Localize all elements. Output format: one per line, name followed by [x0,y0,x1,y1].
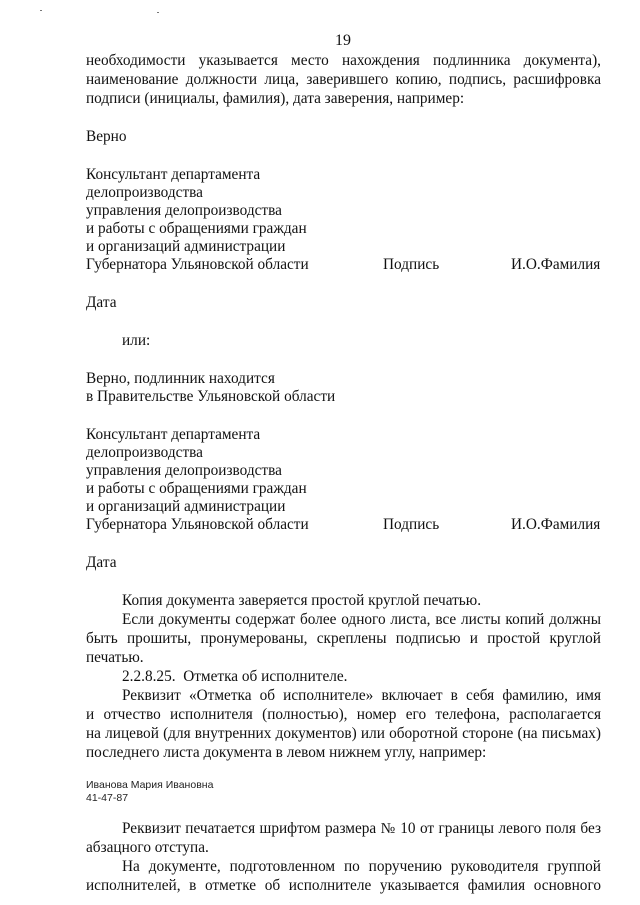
position-line: и работы с обращениями граждан [86,220,307,237]
position-line: и организаций администрации [86,238,286,255]
or-label: или: [122,332,151,349]
requisite-line-1: Реквизит «Отметка об исполнителе» включает в себя фамилию, имя [122,687,601,704]
page-number: 19 [335,32,351,49]
position-line: делопроизводства [86,444,203,461]
position-line: Губернатора Ульяновской области [86,256,309,273]
verno-original-line: в Правительстве Ульяновской области [86,388,336,405]
scan-speck [157,12,159,13]
multi-sheet-line-2: быть прошиты, пронумерованы, скреплены подписью и простой круглой [86,630,601,647]
font-size-line-1: Реквизит печатается шрифтом размера № 10 от границы левого поля без [122,820,601,837]
verno-original-line: Верно, подлинник находится [86,370,275,387]
requisite-line-3: на лицевой (для внутренних документов) или оборотной стороне (на письмах) [86,725,601,742]
date-label: Дата [86,554,117,571]
position-line: и работы с обращениями граждан [86,480,307,497]
executor-phone: 41-47-87 [86,792,129,804]
requisite-line-4: последнего листа документа в левом нижнем углу, например: [86,744,487,761]
intro-line-1: необходимости указывается место нахождения подлинника документа), [86,52,601,69]
multi-sheet-line-3: печатью. [86,649,144,666]
requisite-line-2: и отчество исполнителя (полностью), номер его телефона, располагается [86,706,601,723]
group-line-1: На документе, подготовленном по поручению руководителя группой [122,858,601,875]
verno-label: Верно [86,128,127,145]
signature-label: Подпись [383,256,440,273]
multi-sheet-line-1: Если документы содержат более одного листа, все листы копий должны [122,611,601,628]
position-line: и организаций администрации [86,498,286,515]
intro-line-2: наименование должности лица, заверившего копию, подпись, расшифровка [86,71,601,88]
position-line: Консультант департамента [86,426,261,443]
position-line: делопроизводства [86,184,203,201]
name-label: И.О.Фамилия [511,256,601,273]
executor-name: Иванова Мария Ивановна [86,779,214,791]
name-label: И.О.Фамилия [511,516,601,533]
signature-label: Подпись [383,516,440,533]
seal-paragraph: Копия документа заверяется простой круглой печатью. [122,592,482,609]
date-label: Дата [86,294,117,311]
position-line: Губернатора Ульяновской области [86,516,309,533]
font-size-line-2: абзацного отступа. [86,839,209,856]
group-line-2: исполнителей, в отметке об исполнителе указывается фамилия основного [86,877,601,894]
scan-speck [40,10,42,11]
position-line: управления делопроизводства [86,462,282,479]
section-heading: 2.2.8.25. Отметка об исполнителе. [122,668,348,685]
position-line: Консультант департамента [86,166,261,183]
position-line: управления делопроизводства [86,202,282,219]
intro-line-3: подписи (инициалы, фамилия), дата заверения, например: [86,90,465,107]
